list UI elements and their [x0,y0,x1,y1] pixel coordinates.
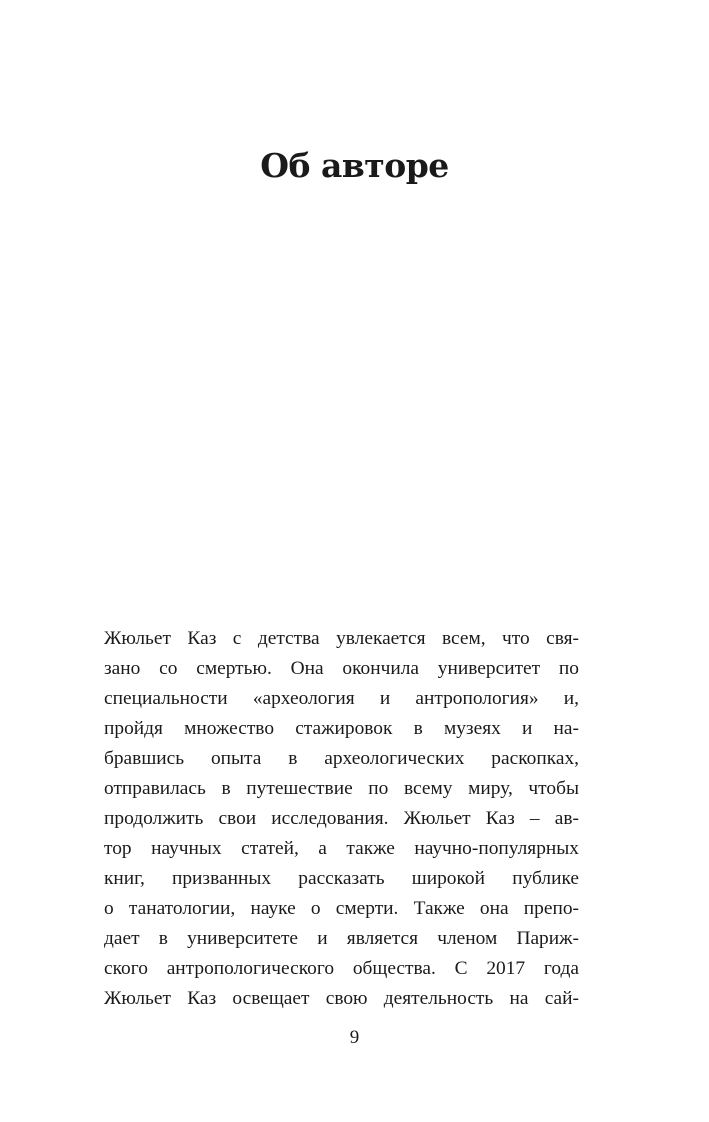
text-line: специальности «археология и антропология» и, [104,688,579,709]
author-bio-paragraph [104,624,579,1014]
text-line: дает в университете и является членом Париж- [104,928,579,949]
page-number: 9 [349,1027,360,1048]
text-line: книг, призванных рассказать широкой публике [104,868,579,889]
text-line: отправилась в путешествие по всему миру, чтобы [104,778,579,799]
page-title: Об авторе [260,146,449,185]
text-line: о танатологии, науке о смерти. Также она препо- [104,898,579,919]
text-line: зано со смертью. Она окончила университет по [104,658,579,679]
text-line: продолжить свои исследования. Жюльет Каз – ав- [104,808,579,829]
text-line: Жюльет Каз с детства увлекается всем, что свя- [104,628,579,649]
text-line: пройдя множество стажировок в музеях и на- [104,718,579,739]
text-line: Жюльет Каз освещает свою деятельность на сай- [104,988,579,1009]
text-line: тор научных статей, а также научно-популярных [104,838,579,859]
text-line: бравшись опыта в археологических раскопках, [104,748,579,769]
text-line: ского антропологического общества. С 2017 года [104,958,579,979]
